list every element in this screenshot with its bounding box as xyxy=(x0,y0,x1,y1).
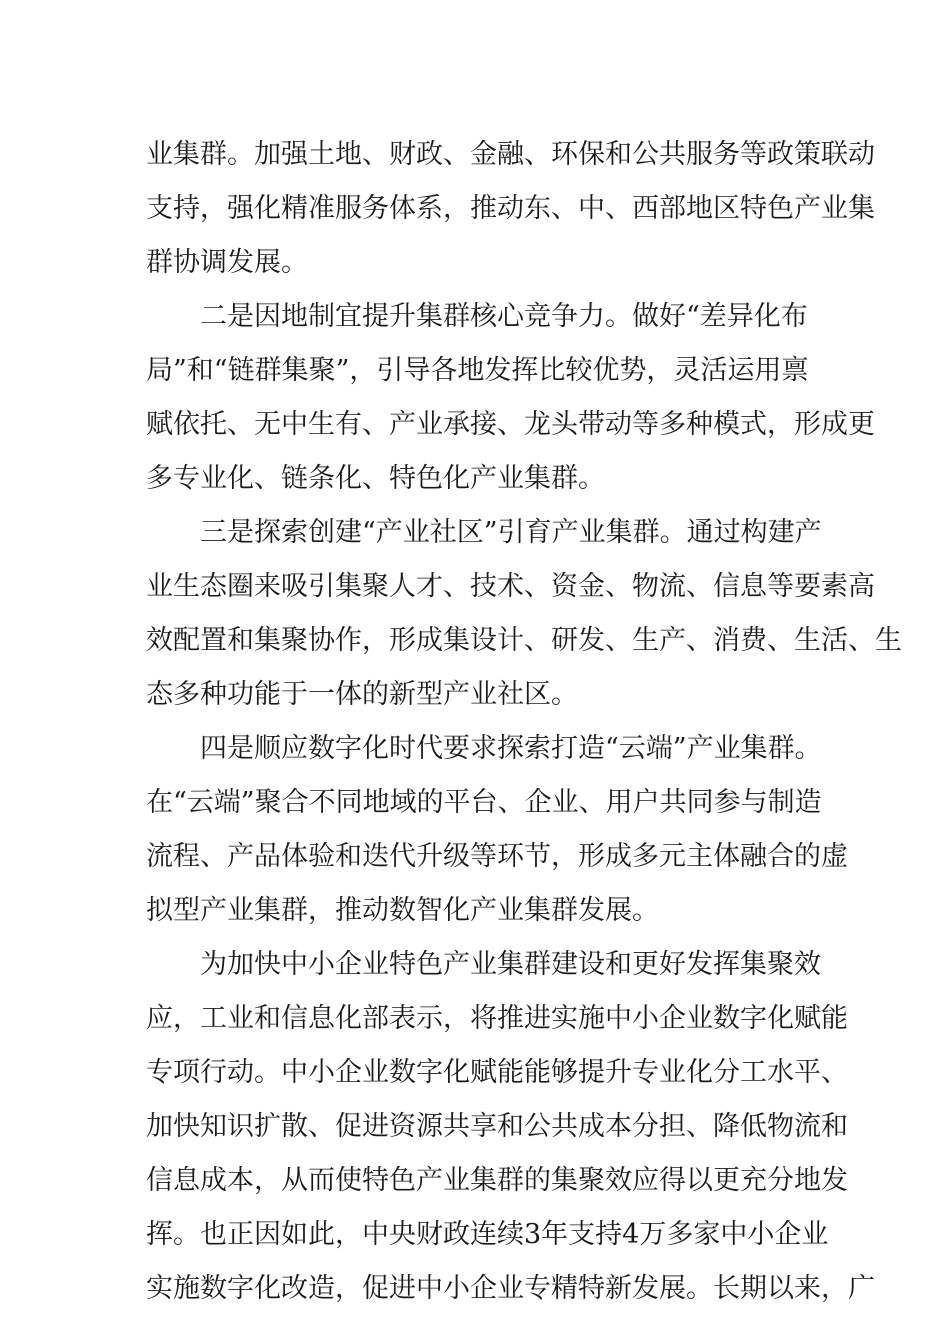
text-line: 赋依托、无中生有、产业承接、龙头带动等多种模式，形成更 xyxy=(146,409,875,440)
paragraph-first-line: 二是因地制宜提升集群核心竞争力。做好“差异化布 xyxy=(200,301,808,332)
text-line: 业集群。加强土地、财政、金融、环保和公共服务等政策联动 xyxy=(146,139,875,170)
paragraph-first-line: 三是探索创建“产业社区”引育产业集群。通过构建产 xyxy=(200,517,822,548)
text-line: 专项行动。中小企业数字化赋能能够提升专业化分工水平、 xyxy=(146,1057,848,1088)
text-line: 态多种功能于一体的新型产业社区。 xyxy=(146,679,578,710)
text-line: 局”和“链群集聚”，引导各地发挥比较优势，灵活运用禀 xyxy=(146,355,809,386)
text-line: 效配置和集聚协作，形成集设计、研发、生产、消费、生活、生 xyxy=(146,625,902,656)
text-line: 流程、产品体验和迭代升级等环节，形成多元主体融合的虚 xyxy=(146,841,848,872)
text-line: 应，工业和信息化部表示，将推进实施中小企业数字化赋能 xyxy=(146,1003,848,1034)
text-line: 挥。也正因如此，中央财政连续3年支持4万多家中小企业 xyxy=(146,1219,829,1250)
text-line: 在“云端”聚合不同地域的平台、企业、用户共同参与制造 xyxy=(146,787,822,818)
text-line: 业生态圈来吸引集聚人才、技术、资金、物流、信息等要素高 xyxy=(146,571,875,602)
paragraph-first-line: 四是顺应数字化时代要求探索打造“云端”产业集群。 xyxy=(200,733,822,764)
text-line: 拟型产业集群，推动数智化产业集群发展。 xyxy=(146,895,659,926)
text-line: 多专业化、链条化、特色化产业集群。 xyxy=(146,463,605,494)
text-line: 加快知识扩散、促进资源共享和公共成本分担、降低物流和 xyxy=(146,1111,848,1142)
paragraph-first-line: 为加快中小企业特色产业集群建设和更好发挥集聚效 xyxy=(200,949,821,980)
text-line: 支持，强化精准服务体系，推动东、中、西部地区特色产业集 xyxy=(146,193,875,224)
text-line: 实施数字化改造，促进中小企业专精特新发展。长期以来，广 xyxy=(146,1273,875,1304)
document-body xyxy=(146,128,902,1316)
text-line: 群协调发展。 xyxy=(146,247,308,278)
text-line: 信息成本，从而使特色产业集群的集聚效应得以更充分地发 xyxy=(146,1165,848,1196)
